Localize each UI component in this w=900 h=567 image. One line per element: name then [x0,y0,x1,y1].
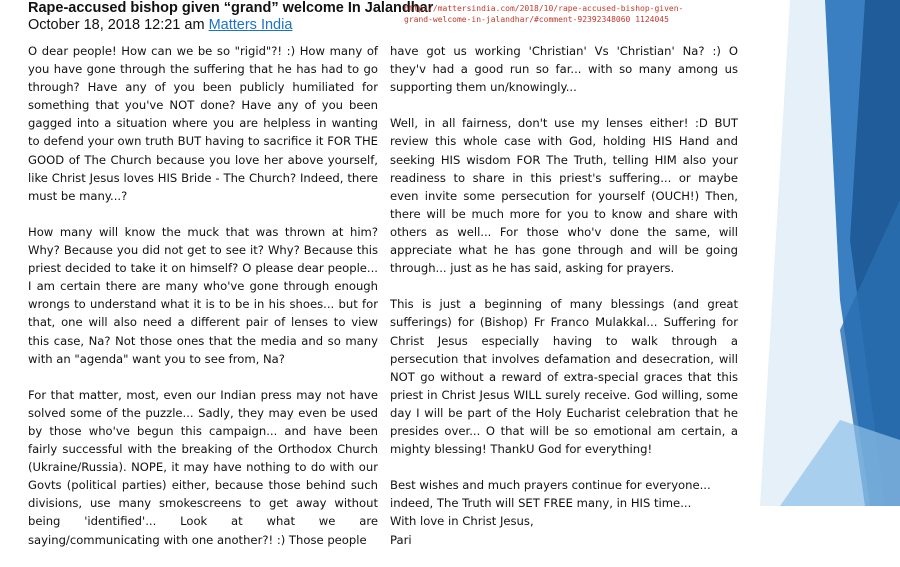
post-date: October 18, 2018 12:21 am [28,17,205,33]
date-line [28,17,292,33]
paragraph: Well, in all fairness, don't use my lenses either! :D BUT review this whole case with God, holding HIS Hand and seeking HIS wisdom FOR The Truth, telling HIM also your readiness to share in this priest's suffering... or maybe even invite some persecution for yourself (OUCH!) Then, there will be much more for you to know and share with others as well... For those who'v done the same, will appreciate what he has gone through and will be going through... just as he has said, asking for prayers. [390,116,738,276]
article-title: Rape-accused bishop given “grand” welcome In Jalandhar [28,0,434,16]
left-column [28,42,378,567]
paragraph: O dear people! How can we be so "rigid"?! :) How many of you have gone through the suffering that he has had to go through? Have any of you been publicly humiliated for something that you've NOT done? Have any of you been gagged into a situation where you are helpless in wanting to defend your own truth BUT having to sacrifice it FOR THE GOOD of The Church because you love her above yourself, like Christ Jesus loves HIS Bride - The Church? Indeed, there must be many...? [28,44,378,203]
paragraph: For that matter, most, even our Indian press may not have solved some of the puzzle... Sadly, they may even be used by those who've begun this campaign... and have been fairly successful with the breaking of the Orthodox Church (Ukraine/Russia). NOPE, it may have nothing to do with our Govts (political parties) either, because those behind such divisions, use many smokescreens to get away without being 'identified'... Look at what we are saying/communicating with one another?! :) Those people [28,387,378,547]
paragraph-signoff: Best wishes and much prayers continue for everyone... indeed, The Truth will SET FREE many, in HIS time... With love in Christ Jesus, Pari [390,478,711,547]
paragraph: This is just a beginning of many blessings (and great sufferings) for (Bishop) Fr Franco Mulakkal... Suffering for Christ Jesus especially having to walk through a persecution that involves defamation and desecration, will NOT go without a reward of extra-special graces that this priest in Christ Jesus WILL surely receive. God willing, some day I will be part of the Holy Eucharist celebration that he presides over... O that will be so emotional am certain, a mighty blessing! ThankU God for everything! [390,297,738,457]
decorative-background-shapes [720,0,900,506]
right-column [390,42,738,567]
source-link[interactable]: Matters India [208,17,293,33]
comment-url: http://mattersindia.com/2018/10/rape-accused-bishop-given-grand-welcome-in-jalandhar/#comment-92392348060 1124045 [404,4,684,24]
paragraph: have got us working 'Christian' Vs 'Christian' Na? :) O they'v had a good run so far... with so many among us supporting them un/knowingly... [390,44,738,95]
paragraph: How many will know the muck that was thrown at him? Why? Because you did not get to see it? Why? Because this priest decided to take it on himself? O please dear people... I am certain there are many who've gone through enough wrongs to understand what it is to be in his shoes... but for that, one will also need a different pair of lenses to view this case, Na? Not those ones that the media and so many with an "agenda" want you to see from, Na? [28,224,378,366]
